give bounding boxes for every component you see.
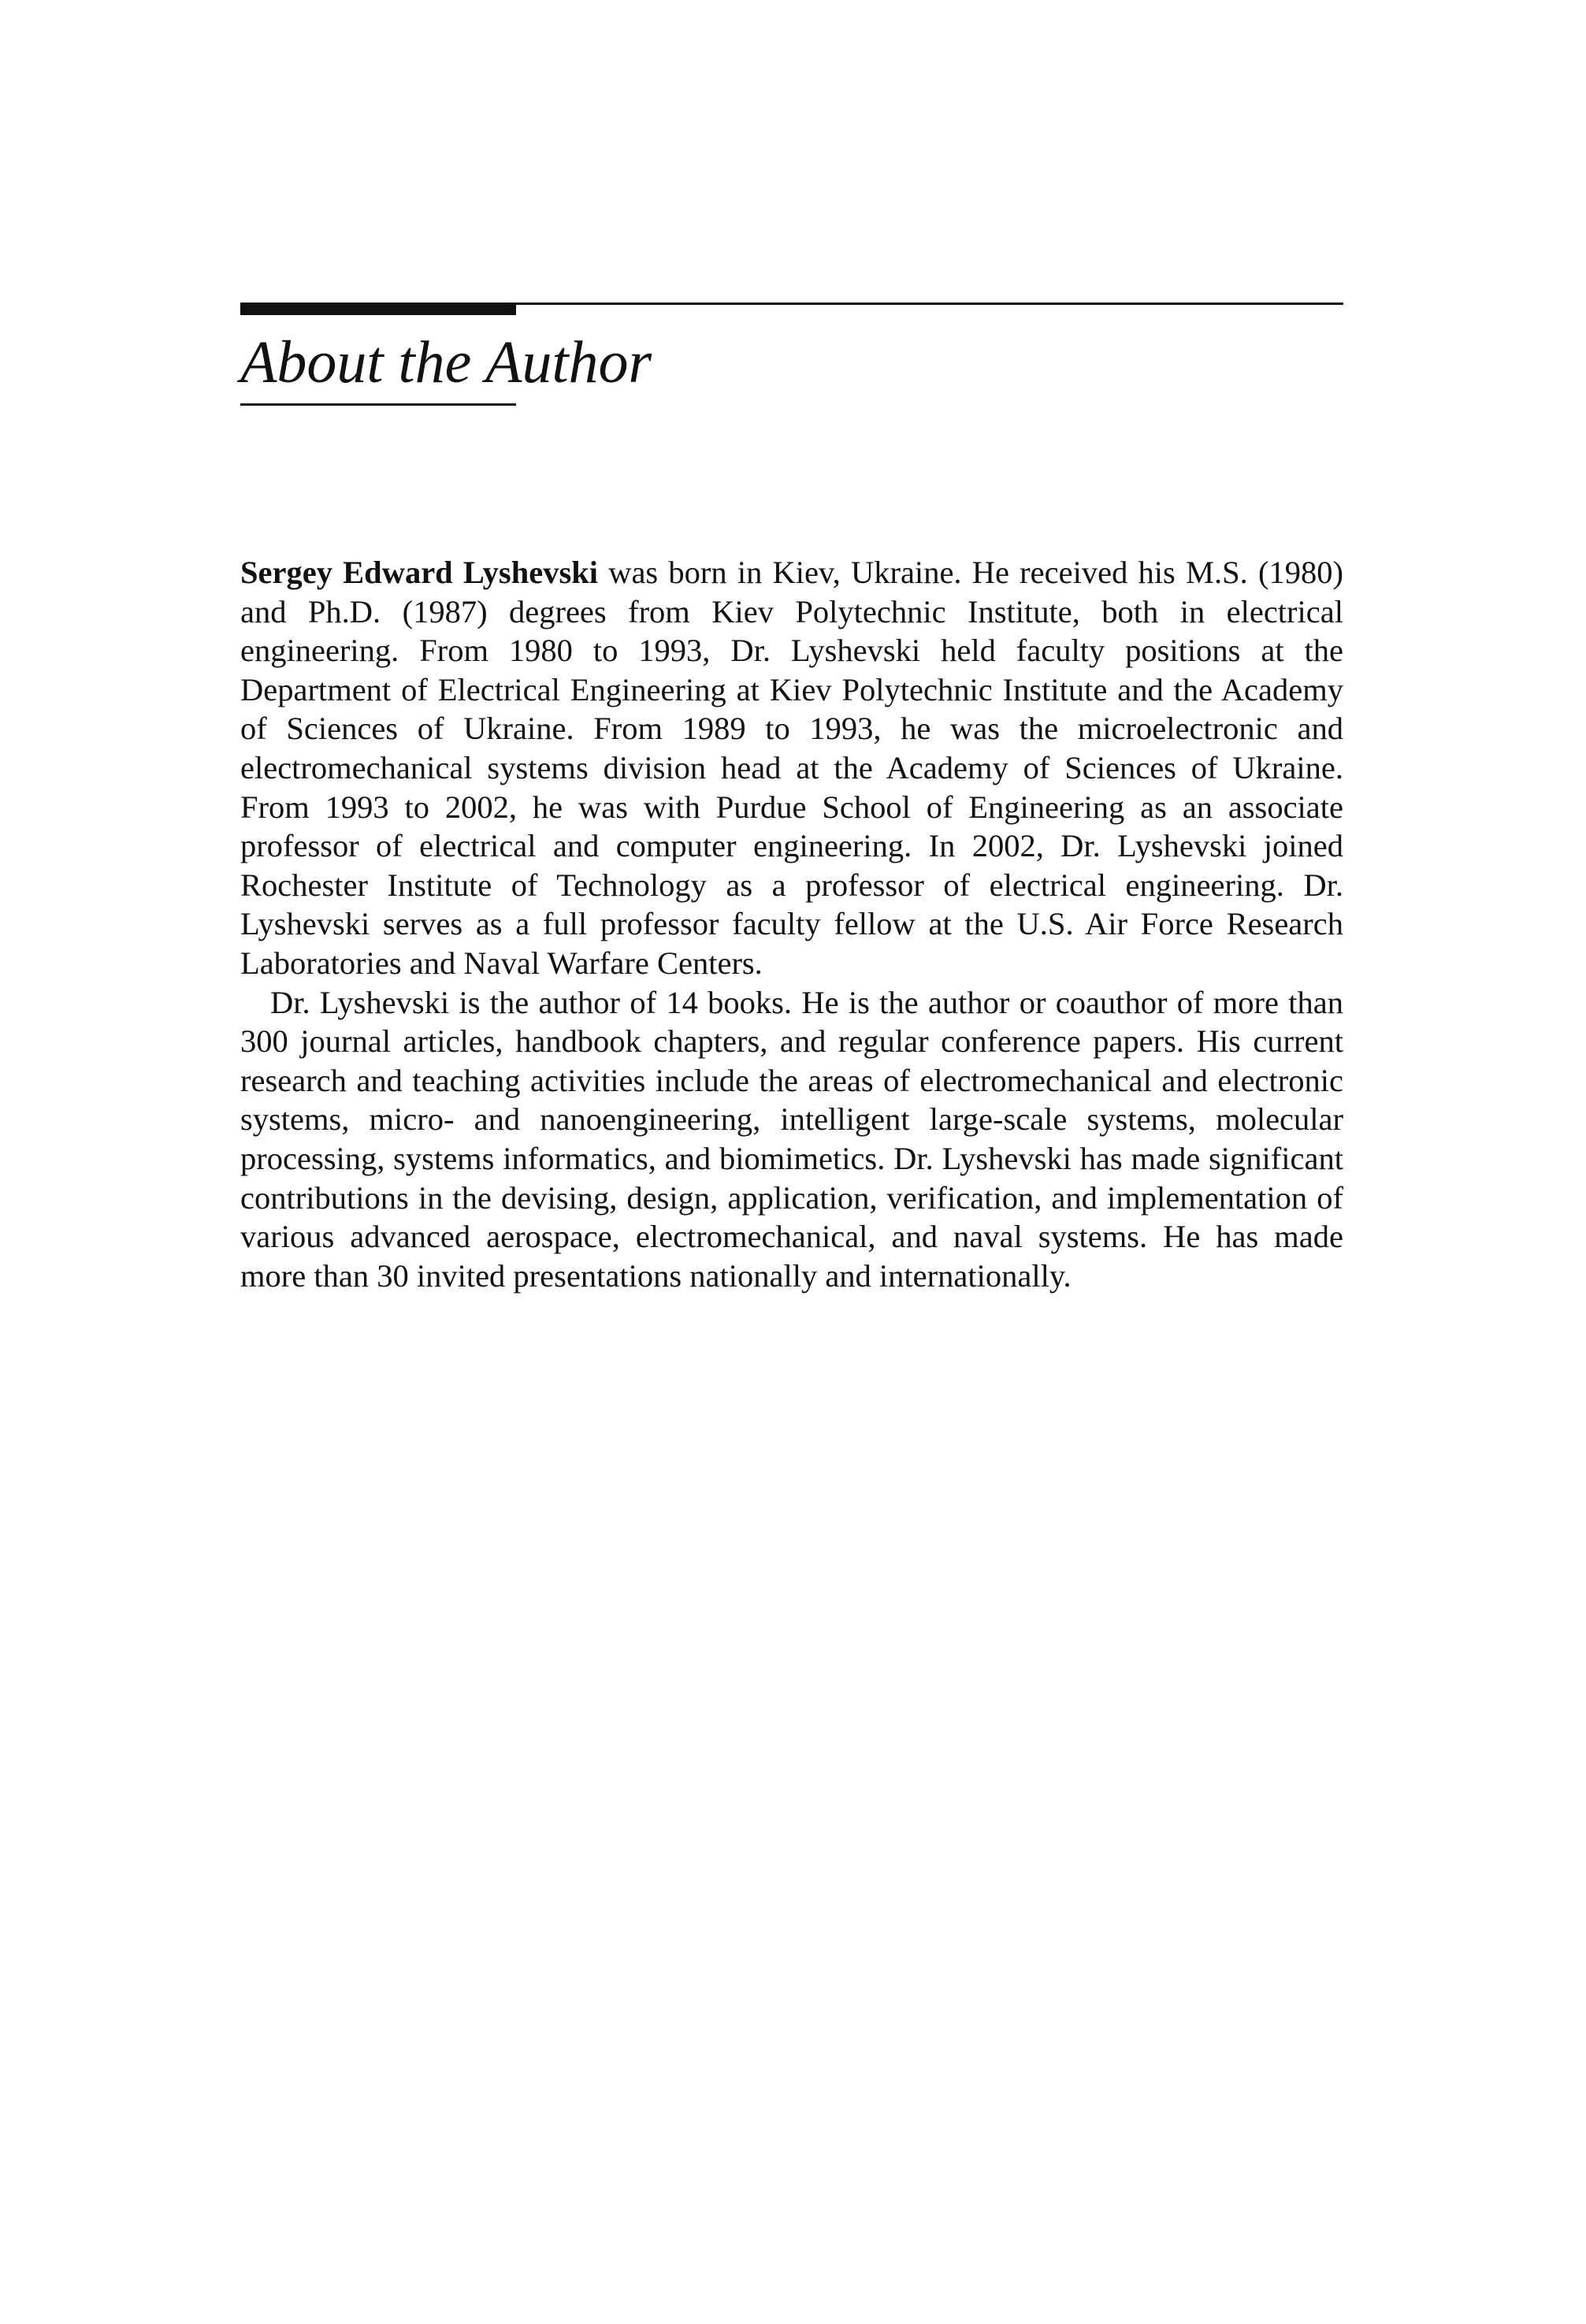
header-rule-thin (516, 303, 1343, 305)
header-rule-thick (240, 303, 516, 315)
chapter-title: About the Author (240, 329, 652, 395)
title-underline (240, 403, 516, 406)
paragraph-publications (240, 983, 1343, 1296)
author-name: Sergey Edward Lyshevski (240, 555, 598, 590)
paragraph-text: Dr. Lyshevski is the author of 14 books. He is the author or coauthor of more than 300 journal articles, handbook chapters, and regular conference papers. His current research and teaching activities include the areas of electromechanical and electronic systems, micro- and nanoengineering, intelligent large-scale systems, molecular processing, systems informatics, and biomimetics. Dr. Lyshevski has made significant contributions in the devising, design, application, verification, and implementation of various advanced aerospace, electromechanical, and naval systems. He has made more than 30 invited presentations nationally and internationally. (240, 984, 1343, 1294)
body-text (240, 553, 1343, 1295)
paragraph-biography (240, 553, 1343, 983)
paragraph-text: was born in Kiev, Ukraine. He received his M.S. (1980) and Ph.D. (1987) degrees from Kiev Polytechnic Institute, both in electrical engineering. From 1980 to 1993, Dr. Lyshevski held faculty positions at the Department of Electrical Engineering at Kiev Polytechnic Institute and the Academy of Sciences of Ukraine. From 1989 to 1993, he was the microelectronic and electromechanical systems division head at the Academy of Sciences of Ukraine. From 1993 to 2002, he was with Purdue School of Engineering as an associate professor of electrical and computer engineering. In 2002, Dr. Lyshevski joined Rochester Institute of Technology as a professor of electrical engineering. Dr. Lyshevski serves as a full professor faculty fellow at the U.S. Air Force Research Laboratories and Naval Warfare Centers. (240, 555, 1343, 981)
